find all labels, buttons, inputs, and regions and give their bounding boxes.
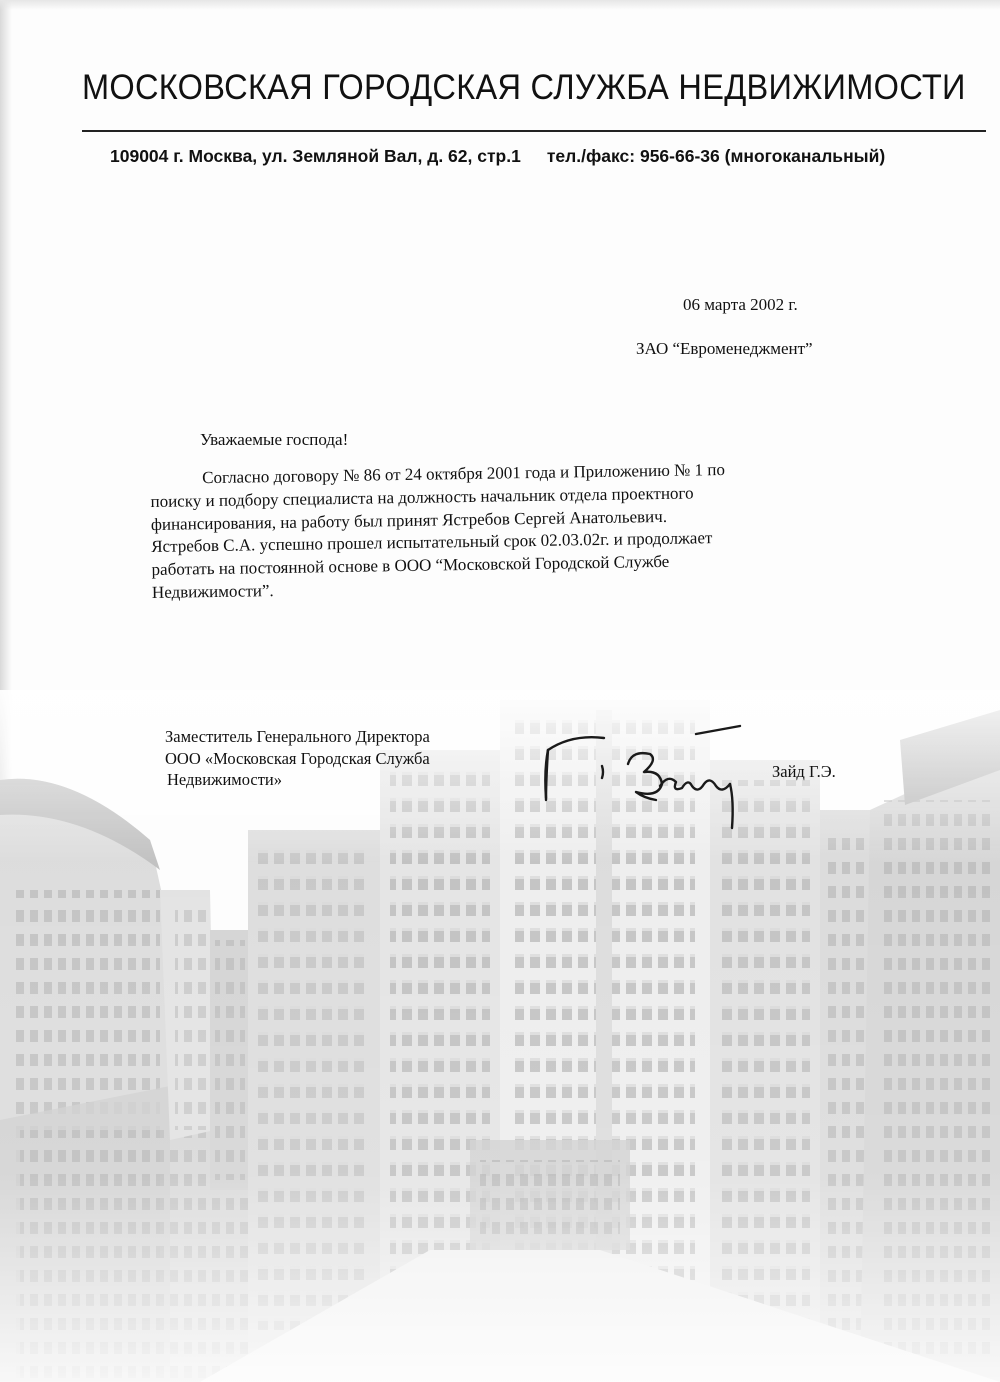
header-divider — [82, 130, 986, 132]
city-buildings-watermark — [0, 690, 1000, 1382]
signer-title-line: ООО «Московская Городская Служба — [165, 748, 430, 768]
signer-name: Зайд Г.Э. — [772, 762, 836, 781]
salutation: Уважаемые господа! — [200, 430, 349, 449]
body-line: Ястребов С.А. успешно прошел испытательный срок 02.03.02г. и продолжает — [151, 528, 713, 557]
body-line: финансирования, на работу был принят Ястребов Сергей Анатольевич. — [150, 506, 668, 534]
body-line: Недвижимости”. — [151, 581, 274, 602]
phone-fax-text: тел./факс: 956-66-36 (многоканальный) — [546, 146, 886, 166]
signer-title — [165, 726, 430, 791]
signer-title-line: Недвижимости» — [167, 770, 282, 789]
letter-body — [150, 457, 852, 605]
handwritten-signature — [532, 720, 762, 840]
body-line: Согласно договору № 86 от 24 октября 2001 года и Приложению № 1 по — [202, 459, 726, 488]
scan-edge-top — [0, 0, 1000, 10]
body-line: работать на постоянной основе в ООО “Московской Городской Службе — [151, 552, 670, 580]
body-line: поиску и подбору специалиста на должность начальник отдела проектного — [150, 483, 694, 511]
organization-name: МОСКОВСКАЯ ГОРОДСКАЯ СЛУЖБА НЕДВИЖИМОСТИ — [82, 68, 966, 107]
recipient: ЗАО “Евроменеджмент” — [636, 339, 813, 358]
letter-date: 06 марта 2002 г. — [683, 295, 798, 314]
address-text: 109004 г. Москва, ул. Земляной Вал, д. 62, стр.1 — [110, 146, 521, 166]
signer-title-line: Заместитель Генерального Директора — [165, 727, 430, 746]
letterhead-contacts — [110, 146, 885, 167]
